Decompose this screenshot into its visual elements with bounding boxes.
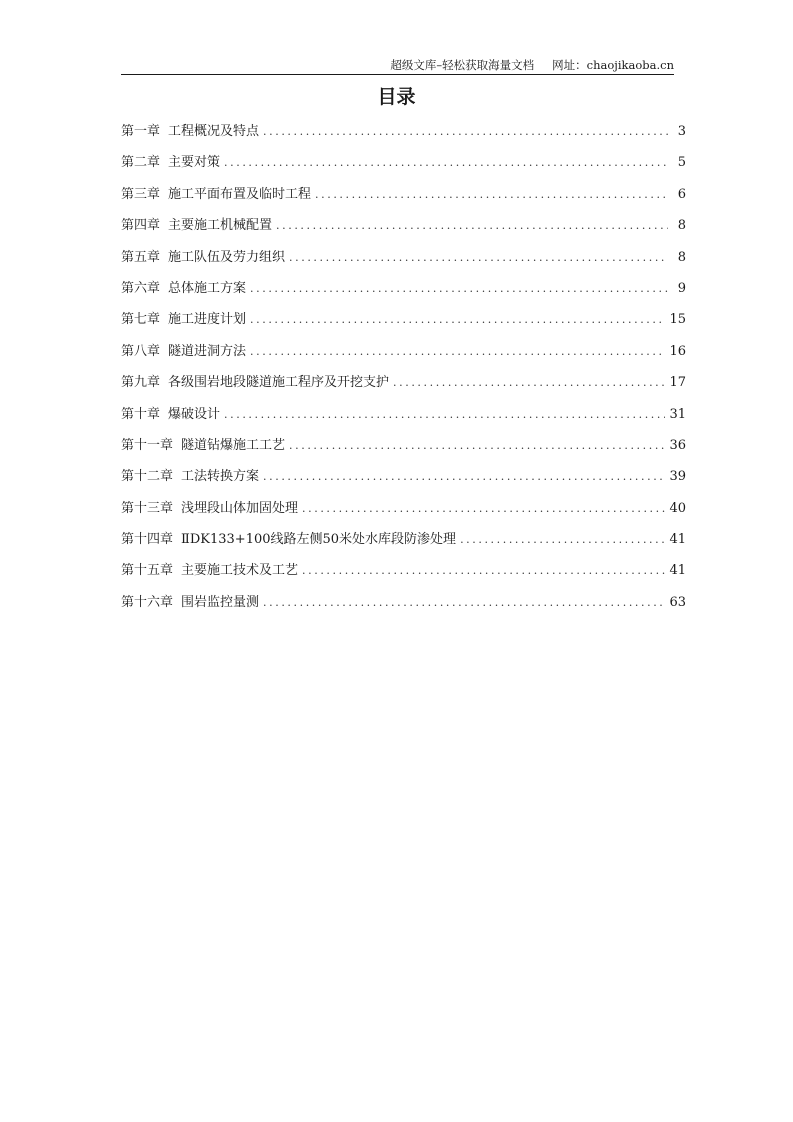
- toc-chapter-title: 主要对策: [168, 155, 221, 171]
- toc-page-number: 39: [669, 469, 686, 485]
- header-site-url: 网址：chaojikaoba.cn: [552, 58, 674, 72]
- toc-chapter-number: 第十五章: [121, 563, 174, 579]
- toc-page-number: 8: [677, 218, 686, 234]
- toc-chapter-title: 主要施工技术及工艺: [181, 563, 299, 579]
- toc-dot-leader: [289, 436, 665, 456]
- toc-page-number: 17: [669, 375, 686, 391]
- toc-dot-leader: [460, 530, 665, 550]
- toc-page-number: 36: [669, 437, 686, 453]
- toc-title: 目录: [377, 86, 416, 108]
- toc-chapter-number: 第十二章: [121, 469, 174, 485]
- toc-chapter-number: 第四章: [121, 218, 161, 234]
- toc-dot-leader: [289, 248, 668, 268]
- header-divider: [121, 74, 674, 75]
- toc-entry[interactable]: [121, 279, 686, 310]
- toc-chapter-number: 第六章: [121, 280, 161, 296]
- toc-chapter-title: 工程概况及特点: [168, 124, 260, 139]
- toc-entry[interactable]: [121, 561, 686, 592]
- toc-dot-leader: [315, 185, 668, 205]
- toc-chapter-title: ⅡDK133+100线路左侧50米处水库段防渗处理: [181, 532, 457, 548]
- table-of-contents: [121, 122, 686, 624]
- toc-chapter-title: 主要施工机械配置: [168, 218, 273, 234]
- toc-dot-leader: [302, 499, 665, 519]
- toc-chapter-number: 第十章: [121, 406, 161, 422]
- toc-chapter-number: 第七章: [121, 312, 161, 328]
- toc-chapter-title: 工法转换方案: [181, 469, 260, 485]
- toc-chapter-title: 总体施工方案: [168, 280, 247, 296]
- toc-page-number: 31: [669, 406, 686, 422]
- toc-page-number: 41: [669, 563, 686, 579]
- toc-page-number: 8: [677, 249, 686, 265]
- toc-entry[interactable]: [121, 342, 686, 373]
- toc-chapter-number: 第十四章: [121, 532, 174, 548]
- toc-chapter-number: 第一章: [121, 124, 161, 139]
- toc-chapter-title: 浅埋段山体加固处理: [181, 500, 299, 516]
- toc-chapter-number: 第二章: [121, 155, 161, 171]
- toc-entry[interactable]: [121, 373, 686, 404]
- toc-chapter-title: 围岩监控量测: [181, 594, 260, 610]
- toc-dot-leader: [224, 405, 665, 425]
- toc-entry[interactable]: [121, 436, 686, 467]
- toc-chapter-title: 隧道钻爆施工工艺: [181, 437, 286, 453]
- toc-entry[interactable]: [121, 467, 686, 498]
- toc-page-number: 5: [677, 155, 686, 171]
- toc-dot-leader: [263, 467, 665, 487]
- toc-dot-leader: [250, 279, 668, 299]
- toc-chapter-title: 施工平面布置及临时工程: [168, 186, 312, 202]
- toc-chapter-number: 第三章: [121, 186, 161, 202]
- toc-dot-leader: [276, 216, 668, 236]
- toc-page-number: 6: [677, 186, 686, 202]
- toc-entry[interactable]: [121, 122, 686, 153]
- toc-dot-leader: [250, 310, 665, 330]
- toc-chapter-number: 第十一章: [121, 437, 174, 453]
- toc-entry[interactable]: [121, 185, 686, 216]
- toc-page-number: 3: [677, 124, 686, 139]
- toc-chapter-title: 施工队伍及劳力组织: [168, 249, 286, 265]
- toc-page-number: 40: [669, 500, 686, 516]
- toc-page-number: 16: [669, 343, 686, 359]
- header-site-slogan: 超级文库–轻松获取海量文档: [390, 58, 535, 72]
- toc-dot-leader: [263, 593, 665, 613]
- toc-chapter-number: 第十三章: [121, 500, 174, 516]
- toc-page-number: 9: [677, 280, 686, 296]
- toc-entry[interactable]: [121, 310, 686, 341]
- toc-page-number: 41: [669, 532, 686, 548]
- toc-dot-leader: [393, 373, 665, 393]
- toc-chapter-title: 施工进度计划: [168, 312, 247, 328]
- toc-dot-leader: [302, 561, 665, 581]
- toc-dot-leader: [250, 342, 665, 362]
- toc-chapter-number: 第八章: [121, 343, 161, 359]
- toc-chapter-number: 第五章: [121, 249, 161, 265]
- toc-chapter-title: 爆破设计: [168, 406, 221, 422]
- toc-entry[interactable]: [121, 499, 686, 530]
- toc-entry[interactable]: [121, 405, 686, 436]
- toc-chapter-title: 各级围岩地段隧道施工程序及开挖支护: [168, 375, 390, 391]
- toc-entry[interactable]: [121, 248, 686, 279]
- page-header: [121, 56, 674, 74]
- toc-entry[interactable]: [121, 530, 686, 561]
- toc-page-number: 63: [669, 594, 686, 610]
- toc-chapter-title: 隧道进洞方法: [168, 343, 247, 359]
- toc-chapter-number: 第十六章: [121, 594, 174, 610]
- toc-entry[interactable]: [121, 593, 686, 624]
- toc-page-number: 15: [669, 312, 686, 328]
- toc-entry[interactable]: [121, 153, 686, 184]
- toc-dot-leader: [224, 153, 668, 173]
- toc-dot-leader: [263, 122, 668, 142]
- toc-chapter-number: 第九章: [121, 375, 161, 391]
- toc-entry[interactable]: [121, 216, 686, 247]
